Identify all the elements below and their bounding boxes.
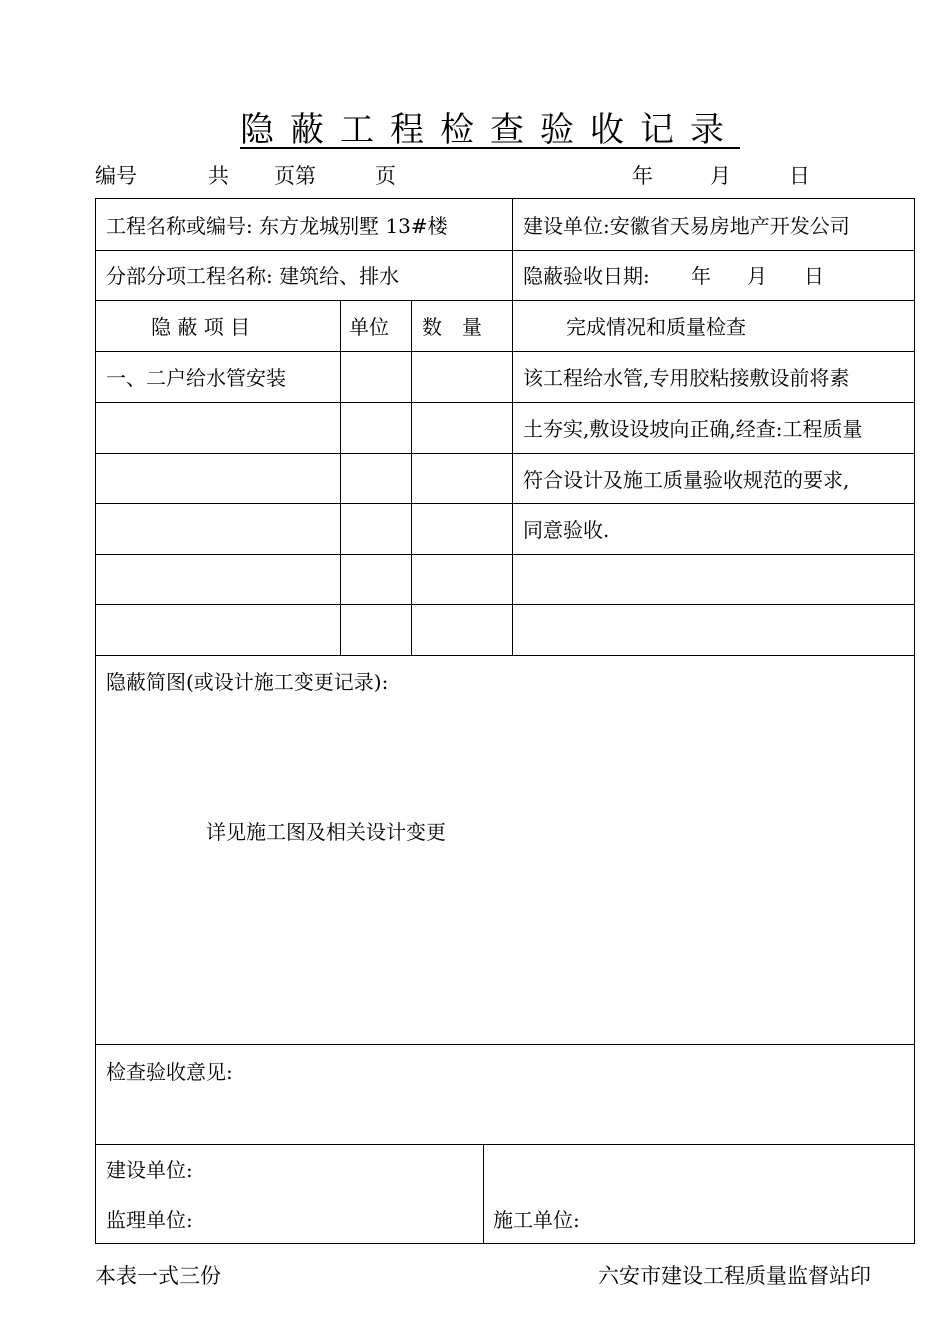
copies-note: 本表一式三份 (95, 1264, 221, 1288)
column-divider (340, 300, 341, 655)
supervisor-signature-label: 监理单位: (106, 1208, 193, 1232)
column-divider (483, 1144, 484, 1244)
page-suffix: 页 (375, 164, 396, 188)
header-quantity: 数 量 (422, 315, 482, 339)
column-divider (411, 300, 412, 655)
opinion-label: 检查验收意见: (106, 1060, 233, 1084)
table-divider (96, 655, 914, 656)
table-divider (96, 250, 914, 251)
project-name-field: 工程名称或编号: 东方龙城别墅 13#楼 (106, 214, 448, 238)
column-divider (512, 199, 513, 655)
document-title: 隐蔽工程检查验收记录 (240, 110, 740, 150)
table-divider (96, 604, 914, 605)
date-month: 月 (710, 164, 731, 188)
table-divider (96, 300, 914, 301)
table-divider (96, 1144, 914, 1145)
inspect-date-day: 日 (804, 264, 824, 288)
total-pages-label: 共 (208, 164, 229, 188)
serial-label: 编号 (95, 164, 137, 188)
sketch-content: 详见施工图及相关设计变更 (206, 820, 446, 844)
date-year: 年 (632, 164, 653, 188)
table-divider (96, 503, 914, 504)
page-label: 页第 (274, 164, 316, 188)
inspection-record-table (95, 198, 915, 1244)
header-concealed-item: 隐 蔽 项 目 (151, 315, 251, 339)
inspect-date-year: 年 (691, 264, 711, 288)
inspect-date-label: 隐蔽验收日期: (523, 264, 650, 288)
row-2-status: 土夯实,敷设设坡向正确,经查:工程质量 (523, 417, 863, 441)
table-divider (96, 554, 914, 555)
inspect-date-month: 月 (747, 264, 767, 288)
table-divider (96, 1044, 914, 1045)
table-divider (96, 453, 914, 454)
table-divider (96, 351, 914, 352)
client-field: 建设单位:安徽省天易房地产开发公司 (523, 214, 850, 238)
row-3-status: 符合设计及施工质量验收规范的要求, (523, 468, 850, 492)
sketch-label: 隐蔽简图(或设计施工变更记录): (106, 670, 389, 694)
row-4-status: 同意验收. (523, 518, 610, 542)
header-unit: 单位 (349, 315, 389, 339)
table-divider (96, 402, 914, 403)
stamp-note: 六安市建设工程质量监督站印 (598, 1264, 871, 1288)
header-completion-status: 完成情况和质量检查 (566, 315, 746, 339)
date-day: 日 (789, 164, 810, 188)
client-signature-label: 建设单位: (106, 1158, 193, 1182)
contractor-signature-label: 施工单位: (493, 1208, 580, 1232)
subitem-field: 分部分项工程名称: 建筑给、排水 (106, 264, 400, 288)
row-1-status: 该工程给水管,专用胶粘接敷设前将素 (523, 366, 850, 390)
row-1-item: 一、二户给水管安装 (106, 366, 286, 390)
